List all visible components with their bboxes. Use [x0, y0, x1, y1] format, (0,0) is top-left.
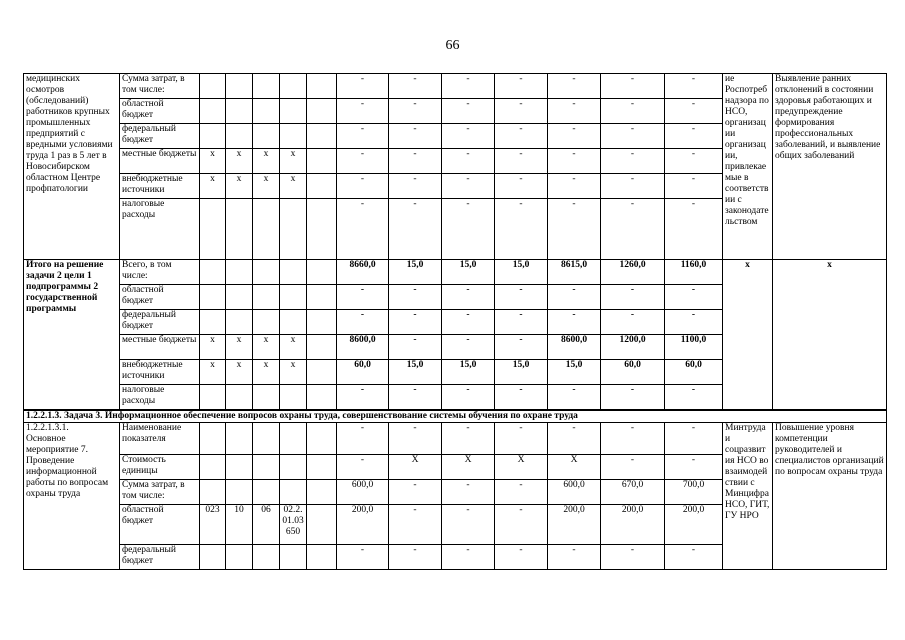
result-cell: х: [773, 260, 887, 410]
row-label: местные бюджеты: [120, 149, 200, 174]
activity-cell: Итого на решение задачи 2 цели 1 подпрограммы 2 государственной программы: [24, 260, 120, 410]
code-cell: [200, 124, 226, 149]
value-cell: -: [601, 124, 665, 149]
code-cell: [200, 99, 226, 124]
value-cell: -: [665, 455, 723, 480]
code-cell: 02.2.01.03650: [280, 505, 307, 545]
value-cell: -: [665, 199, 723, 260]
value-cell: 1160,0: [665, 260, 723, 285]
value-cell: -: [442, 545, 495, 570]
activity-cell: медицинских осмотров (обследований) работников крупных промышленных предприятий с вредными условиями труда 1 раз в 5 лет в Новосибирском областном Центре профпатологии: [24, 74, 120, 260]
code-cell: х: [253, 335, 280, 360]
empty-cell: [307, 285, 337, 310]
value-cell: -: [665, 74, 723, 99]
value-cell: -: [495, 385, 548, 410]
value-cell: -: [389, 149, 442, 174]
value-cell: 8615,0: [548, 260, 601, 285]
activity-cell: [24, 423, 120, 570]
value-cell: -: [442, 310, 495, 335]
result-cell: Повышение уровня компетенции руководителей и специалистов организаций по вопросам охраны труда: [773, 423, 887, 570]
code-cell: [253, 199, 280, 260]
code-cell: [226, 423, 253, 455]
value-cell: -: [665, 174, 723, 199]
code-cell: [280, 480, 307, 505]
value-cell: -: [389, 480, 442, 505]
value-cell: 15,0: [548, 360, 601, 385]
value-cell: -: [601, 149, 665, 174]
value-cell: -: [442, 99, 495, 124]
value-cell: -: [337, 74, 389, 99]
code-cell: [253, 545, 280, 570]
value-cell: Х: [548, 455, 601, 480]
program-table: [23, 73, 887, 570]
empty-cell: [307, 260, 337, 285]
code-cell: [226, 199, 253, 260]
row-label: внебюджетные источники: [120, 360, 200, 385]
code-cell: [253, 260, 280, 285]
value-cell: -: [548, 99, 601, 124]
value-cell: 60,0: [601, 360, 665, 385]
code-cell: [280, 124, 307, 149]
code-cell: х: [280, 149, 307, 174]
value-cell: Х: [389, 455, 442, 480]
code-cell: [253, 124, 280, 149]
value-cell: -: [389, 505, 442, 545]
value-cell: 200,0: [665, 505, 723, 545]
value-cell: 8660,0: [337, 260, 389, 285]
code-cell: [226, 260, 253, 285]
code-cell: х: [200, 335, 226, 360]
value-cell: -: [389, 99, 442, 124]
code-cell: х: [280, 174, 307, 199]
value-cell: -: [665, 99, 723, 124]
value-cell: -: [601, 385, 665, 410]
value-cell: 600,0: [337, 480, 389, 505]
code-cell: [200, 199, 226, 260]
code-cell: х: [253, 149, 280, 174]
value-cell: -: [442, 385, 495, 410]
value-cell: -: [442, 149, 495, 174]
value-cell: -: [548, 310, 601, 335]
value-cell: 15,0: [495, 360, 548, 385]
value-cell: -: [495, 480, 548, 505]
activity-desc: Проведение информационной работы по вопросам охраны труда: [26, 456, 109, 499]
code-cell: х: [226, 149, 253, 174]
code-cell: [253, 74, 280, 99]
value-cell: -: [548, 174, 601, 199]
value-cell: 15,0: [389, 360, 442, 385]
empty-cell: [307, 199, 337, 260]
empty-cell: [307, 385, 337, 410]
code-cell: [226, 480, 253, 505]
value-cell: -: [337, 385, 389, 410]
value-cell: -: [337, 99, 389, 124]
row-label: Сумма затрат, в том числе:: [120, 480, 200, 505]
value-cell: -: [337, 174, 389, 199]
table-body: [24, 74, 887, 570]
code-cell: [226, 385, 253, 410]
code-cell: 023: [200, 505, 226, 545]
row-label: внебюджетные источники: [120, 174, 200, 199]
value-cell: -: [495, 310, 548, 335]
value-cell: -: [665, 149, 723, 174]
value-cell: -: [495, 505, 548, 545]
value-cell: -: [337, 455, 389, 480]
value-cell: 200,0: [337, 505, 389, 545]
value-cell: -: [601, 74, 665, 99]
value-cell: -: [601, 310, 665, 335]
code-cell: [226, 74, 253, 99]
value-cell: Х: [495, 455, 548, 480]
code-cell: 06: [253, 505, 280, 545]
empty-cell: [307, 174, 337, 199]
value-cell: 200,0: [548, 505, 601, 545]
value-cell: -: [601, 99, 665, 124]
value-cell: -: [337, 423, 389, 455]
value-cell: -: [495, 423, 548, 455]
value-cell: -: [665, 124, 723, 149]
value-cell: -: [442, 285, 495, 310]
empty-cell: [307, 124, 337, 149]
value-cell: -: [548, 545, 601, 570]
value-cell: -: [601, 545, 665, 570]
value-cell: -: [337, 124, 389, 149]
value-cell: -: [389, 285, 442, 310]
code-cell: [226, 545, 253, 570]
code-cell: [200, 423, 226, 455]
code-cell: [280, 199, 307, 260]
code-cell: [253, 385, 280, 410]
value-cell: -: [601, 455, 665, 480]
code-cell: [200, 74, 226, 99]
value-cell: 15,0: [442, 360, 495, 385]
value-cell: -: [548, 199, 601, 260]
value-cell: 15,0: [442, 260, 495, 285]
empty-cell: [307, 455, 337, 480]
value-cell: -: [389, 124, 442, 149]
code-cell: [253, 310, 280, 335]
value-cell: -: [389, 310, 442, 335]
empty-cell: [307, 335, 337, 360]
value-cell: -: [601, 285, 665, 310]
code-cell: [253, 285, 280, 310]
table-row: [24, 74, 887, 99]
row-label: налоговые расходы: [120, 385, 200, 410]
row-label: Всего, в том числе:: [120, 260, 200, 285]
table-row: [24, 260, 887, 285]
code-cell: х: [226, 360, 253, 385]
code-cell: [280, 310, 307, 335]
code-cell: [200, 545, 226, 570]
page-number: 66: [445, 38, 460, 53]
value-cell: -: [548, 423, 601, 455]
value-cell: 15,0: [389, 260, 442, 285]
value-cell: -: [665, 423, 723, 455]
value-cell: -: [389, 74, 442, 99]
code-cell: [253, 480, 280, 505]
code-cell: х: [200, 360, 226, 385]
value-cell: -: [665, 545, 723, 570]
code-cell: х: [200, 149, 226, 174]
value-cell: 1100,0: [665, 335, 723, 360]
value-cell: -: [495, 285, 548, 310]
row-label: местные бюджеты: [120, 335, 200, 360]
code-cell: 10: [226, 505, 253, 545]
empty-cell: [307, 360, 337, 385]
code-cell: [226, 310, 253, 335]
empty-cell: [307, 545, 337, 570]
code-cell: [200, 385, 226, 410]
value-cell: -: [495, 149, 548, 174]
executor-cell: х: [723, 260, 773, 410]
code-cell: х: [253, 360, 280, 385]
value-cell: -: [495, 174, 548, 199]
executor-cell: ие Роспотребнадзора по НСО, организации организации, привлекаемые в соответствии с законодательством: [723, 74, 773, 260]
code-cell: х: [280, 360, 307, 385]
code-cell: [280, 99, 307, 124]
value-cell: -: [601, 423, 665, 455]
row-label: областной бюджет: [120, 505, 200, 545]
value-cell: 200,0: [601, 505, 665, 545]
value-cell: 600,0: [548, 480, 601, 505]
activity-code: 1.2.2.1.3.1.: [26, 423, 69, 433]
row-label: областной бюджет: [120, 99, 200, 124]
code-cell: [200, 285, 226, 310]
row-label: Сумма затрат, в том числе:: [120, 74, 200, 99]
code-cell: [226, 285, 253, 310]
executor-cell: Минтруда и соцразвития НСО во взаимодействии с Минцифра НСО, ГИТ, ГУ НРО: [723, 423, 773, 570]
code-cell: [280, 545, 307, 570]
code-cell: х: [226, 174, 253, 199]
table-row: [24, 423, 887, 455]
code-cell: [280, 385, 307, 410]
value-cell: -: [389, 335, 442, 360]
empty-cell: [307, 310, 337, 335]
code-cell: [280, 260, 307, 285]
value-cell: -: [495, 99, 548, 124]
empty-cell: [307, 74, 337, 99]
row-label: федеральный бюджет: [120, 310, 200, 335]
value-cell: -: [548, 124, 601, 149]
value-cell: -: [495, 545, 548, 570]
value-cell: -: [601, 199, 665, 260]
value-cell: -: [548, 74, 601, 99]
result-cell: Выявление ранних отклонений в состоянии здоровья работающих и предупреждение формирования профессиональных заболеваний, и выявление общих заболеваний: [773, 74, 887, 260]
value-cell: 670,0: [601, 480, 665, 505]
value-cell: -: [337, 149, 389, 174]
value-cell: -: [442, 174, 495, 199]
code-cell: [280, 285, 307, 310]
value-cell: -: [389, 174, 442, 199]
value-cell: Х: [442, 455, 495, 480]
value-cell: 15,0: [495, 260, 548, 285]
value-cell: -: [337, 285, 389, 310]
code-cell: х: [226, 335, 253, 360]
value-cell: 60,0: [337, 360, 389, 385]
empty-cell: [307, 480, 337, 505]
code-cell: [226, 455, 253, 480]
value-cell: -: [442, 74, 495, 99]
value-cell: -: [337, 199, 389, 260]
value-cell: -: [665, 310, 723, 335]
row-label: Наименование показателя: [120, 423, 200, 455]
value-cell: -: [548, 285, 601, 310]
value-cell: 1260,0: [601, 260, 665, 285]
value-cell: 60,0: [665, 360, 723, 385]
row-label: налоговые расходы: [120, 199, 200, 260]
code-cell: х: [280, 335, 307, 360]
value-cell: -: [442, 505, 495, 545]
value-cell: -: [601, 174, 665, 199]
code-cell: [226, 124, 253, 149]
value-cell: -: [548, 385, 601, 410]
code-cell: х: [200, 174, 226, 199]
empty-cell: [307, 149, 337, 174]
value-cell: -: [389, 199, 442, 260]
value-cell: -: [337, 310, 389, 335]
code-cell: [200, 455, 226, 480]
code-cell: [200, 310, 226, 335]
value-cell: -: [665, 385, 723, 410]
code-cell: [253, 99, 280, 124]
code-cell: [280, 455, 307, 480]
value-cell: -: [389, 423, 442, 455]
code-cell: [280, 74, 307, 99]
code-cell: [200, 260, 226, 285]
value-cell: -: [495, 74, 548, 99]
code-cell: [200, 480, 226, 505]
value-cell: -: [389, 385, 442, 410]
row-label: областной бюджет: [120, 285, 200, 310]
value-cell: -: [495, 335, 548, 360]
row-label: Стоимость единицы: [120, 455, 200, 480]
value-cell: -: [442, 124, 495, 149]
code-cell: [226, 99, 253, 124]
value-cell: -: [548, 149, 601, 174]
value-cell: -: [442, 335, 495, 360]
value-cell: -: [495, 199, 548, 260]
code-cell: х: [253, 174, 280, 199]
code-cell: [253, 423, 280, 455]
row-label: федеральный бюджет: [120, 545, 200, 570]
empty-cell: [307, 99, 337, 124]
row-label: федеральный бюджет: [120, 124, 200, 149]
value-cell: -: [495, 124, 548, 149]
value-cell: -: [389, 545, 442, 570]
empty-cell: [307, 505, 337, 545]
empty-cell: [307, 423, 337, 455]
code-cell: [280, 423, 307, 455]
value-cell: 8600,0: [548, 335, 601, 360]
section-row: [24, 410, 887, 423]
value-cell: -: [337, 545, 389, 570]
value-cell: -: [665, 285, 723, 310]
value-cell: 1200,0: [601, 335, 665, 360]
value-cell: 700,0: [665, 480, 723, 505]
value-cell: -: [442, 480, 495, 505]
activity-title: Основное мероприятие 7.: [26, 434, 88, 455]
section-title: 1.2.2.1.3. Задача 3. Информационное обеспечение вопросов охраны труда, совершенствование системы обучения по охране труда: [24, 410, 887, 423]
value-cell: -: [442, 199, 495, 260]
value-cell: 8600,0: [337, 335, 389, 360]
code-cell: [253, 455, 280, 480]
value-cell: -: [442, 423, 495, 455]
